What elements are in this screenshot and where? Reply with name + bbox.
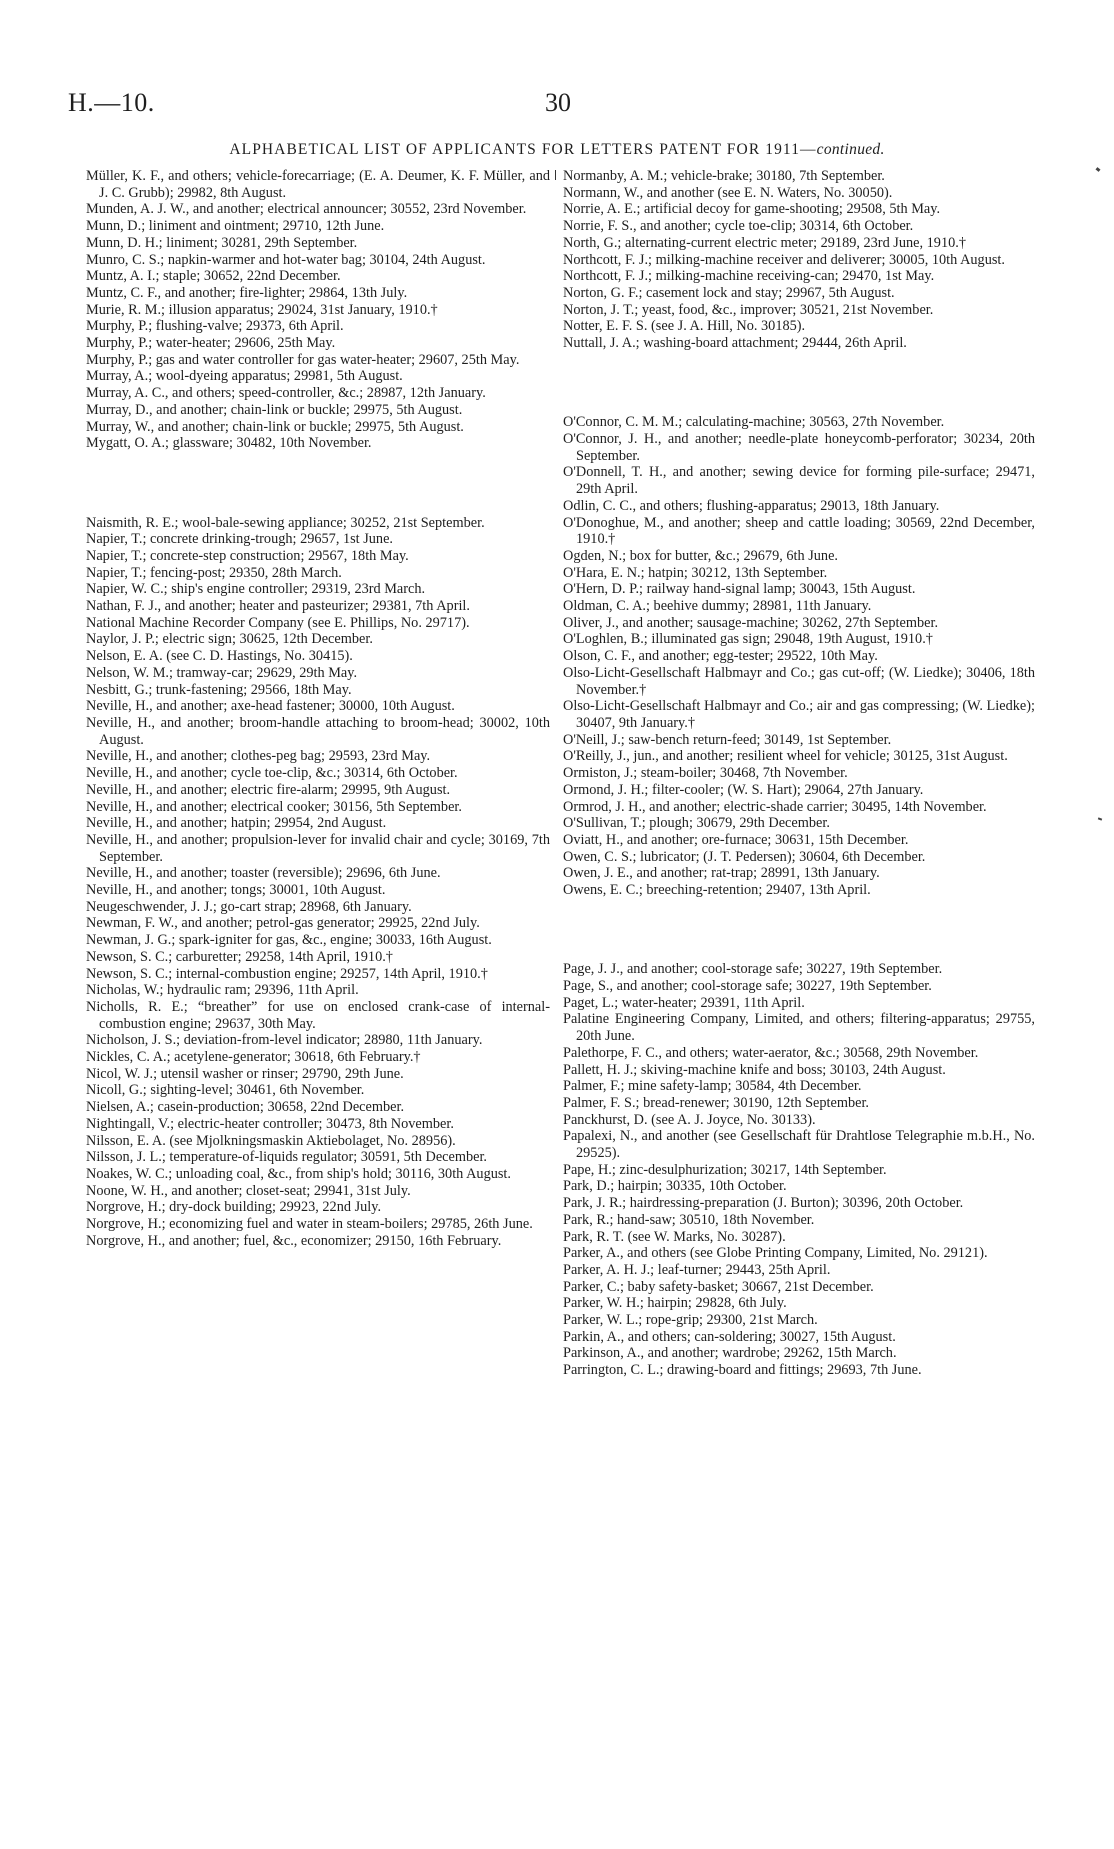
patent-entry: O'Hara, E. N.; hatpin; 30212, 13th September. (563, 564, 828, 581)
right-column (563, 168, 1035, 1379)
patent-entry: Normann, W., and another (see E. N. Waters, No. 30050). (563, 184, 893, 201)
patent-entry: O'Connor, C. M. M.; calculating-machine; 30563, 27th November. (563, 414, 945, 431)
patent-entry: Nielsen, A.; casein-production; 30658, 22nd December. (86, 1099, 405, 1116)
patent-entry: Nicol, W. J.; utensil washer or rinser; 29790, 29th June. (86, 1065, 404, 1082)
patent-entry: Neville, H., and another; clothes-peg bag; 29593, 23rd May. (86, 748, 431, 765)
patent-entry: O'Hern, D. P.; railway hand-signal lamp; 30043, 15th August. (563, 581, 916, 598)
patent-entry: Nightingall, V.; electric-heater controller; 30473, 8th November. (86, 1115, 454, 1132)
patent-entry: Munn, D.; liniment and ointment; 29710, 12th June. (86, 218, 385, 235)
patent-entry: Palmer, F. S.; bread-renewer; 30190, 12th September. (563, 1094, 869, 1111)
section-gap (563, 366, 1035, 400)
patent-entry: Nilsson, J. L.; temperature-of-liquids regulator; 30591, 5th December. (86, 1149, 488, 1166)
patent-entry: Nesbitt, G.; trunk-fastening; 29566, 18th May. (86, 681, 352, 698)
list-title-continued: continued. (816, 141, 885, 158)
patent-entry: Nelson, E. A. (see C. D. Hastings, No. 30415). (86, 648, 353, 665)
patent-entry: Olson, C. F., and another; egg-tester; 29522, 10th May. (563, 648, 878, 665)
patent-entry: Naylor, J. P.; electric sign; 30625, 12th December. (86, 631, 373, 648)
patent-entry: Nickles, C. A.; acetylene-generator; 30618, 6th February.† (86, 1049, 421, 1066)
patent-entry: Nuttall, J. A.; washing-board attachment; 29444, 26th April. (563, 335, 907, 352)
margin-mark (1096, 167, 1101, 172)
patent-entry: Page, S., and another; cool-storage safe; 30227, 19th September. (563, 978, 932, 995)
patent-entry: Parkin, A., and others; can-soldering; 30027, 15th August. (563, 1328, 896, 1345)
patent-entry: Parker, C.; baby safety-basket; 30667, 21st December. (563, 1278, 874, 1295)
patent-entry: Napier, W. C.; ship's engine controller; 29319, 23rd March. (86, 581, 426, 598)
patent-entry: Northcott, F. J.; milking-machine receiving-can; 29470, 1st May. (563, 268, 935, 285)
patent-entry: National Machine Recorder Company (see E. Phillips, No. 29717). (86, 614, 470, 631)
patent-entry: Neville, H., and another; cycle toe-clip, &c.; 30314, 6th October. (86, 765, 458, 782)
patent-entry: Parkinson, A., and another; wardrobe; 29262, 15th March. (563, 1345, 897, 1362)
patent-entry: Noakes, W. C.; unloading coal, &c., from ship's hold; 30116, 30th August. (86, 1165, 511, 1182)
patent-entry: Odlin, C. C., and others; flushing-apparatus; 29013, 18th January. (563, 497, 940, 514)
patent-entry: O'Reilly, J., jun., and another; resilient wheel for vehicle; 30125, 31st August. (563, 748, 1008, 765)
patent-entry: Pape, H.; zinc-desulphurization; 30217, 14th September. (563, 1161, 887, 1178)
patent-entry: O'Donnell, T. H., and another; sewing device for forming pile-surface; 29471, 29th April. (563, 464, 1035, 498)
patent-entry: O'Loghlen, B.; illuminated gas sign; 29048, 19th August, 1910.† (563, 631, 933, 648)
patent-entry: Papalexi, N., and another (see Gesellschaft für Drahtlose Telegraphie m.b.H., No. 29525). (563, 1128, 1035, 1162)
patent-entry: Parker, A., and others (see Globe Printing Company, Limited, No. 29121). (563, 1245, 988, 1262)
list-title-text: ALPHABETICAL LIST OF APPLICANTS FOR LETTERS PATENT FOR 1911— (229, 141, 817, 158)
patent-entry: Northcott, F. J.; milking-machine receiver and deliverer; 30005, 10th August. (563, 251, 1005, 268)
patent-entry: Nicholson, J. S.; deviation-from-level indicator; 28980, 11th January. (86, 1032, 483, 1049)
patent-entry: Notter, E. F. S. (see J. A. Hill, No. 30185). (563, 318, 806, 335)
patent-entry: Parker, A. H. J.; leaf-turner; 29443, 25th April. (563, 1261, 831, 1278)
patent-entry: Murphy, P.; gas and water controller for gas water-heater; 29607, 25th May. (86, 351, 520, 368)
patent-entry: Olso-Licht-Gesellschaft Halbmayr and Co.; air and gas compressing; (W. Liedke); 30407, 9th January.† (563, 698, 1035, 731)
patent-entry: Newman, J. G.; spark-igniter for gas, &c., engine; 30033, 16th August. (86, 932, 492, 949)
patent-entry: Oliver, J., and another; sausage-machine; 30262, 27th September. (563, 614, 939, 631)
patent-entry: North, G.; alternating-current electric meter; 29189, 23rd June, 1910.† (563, 234, 966, 251)
patent-entry: Parker, W. L.; rope-grip; 29300, 21st March. (563, 1312, 818, 1329)
patent-entry: Owen, J. E., and another; rat-trap; 28991, 13th January. (563, 865, 880, 882)
patent-entry: Mygatt, O. A.; glassware; 30482, 10th November. (86, 435, 372, 452)
patent-entry: Ormiston, J.; steam-boiler; 30468, 7th November. (563, 765, 848, 782)
patent-entry: Noone, W. H., and another; closet-seat; 29941, 31st July. (86, 1182, 411, 1199)
patent-entry: Munden, A. J. W., and another; electrical announcer; 30552, 23rd November. (86, 201, 527, 218)
patent-entry: Murphy, P.; water-heater; 29606, 25th May. (86, 335, 336, 352)
patent-entry: Norgrove, H.; dry-dock building; 29923, 22nd July. (86, 1199, 382, 1216)
patent-entry: Munro, C. S.; napkin-warmer and hot-water bag; 30104, 24th August. (86, 251, 486, 268)
patent-entry: Norgrove, H.; economizing fuel and water in steam-boilers; 29785, 26th June. (86, 1216, 533, 1233)
patent-entry: Neville, H., and another; electric fire-alarm; 29995, 9th August. (86, 781, 451, 798)
patent-entry: Parker, W. H.; hairpin; 29828, 6th July. (563, 1295, 787, 1312)
patent-entry: Panckhurst, D. (see A. J. Joyce, No. 30133). (563, 1111, 816, 1128)
patent-entry: Norton, J. T.; yeast, food, &c., improver; 30521, 21st November. (563, 301, 934, 318)
section-gap (563, 913, 1035, 947)
patent-entry: Murray, D., and another; chain-link or buckle; 29975, 5th August. (86, 401, 463, 418)
patent-entry: Park, D.; hairpin; 30335, 10th October. (563, 1178, 787, 1195)
patent-entry: Napier, T.; concrete drinking-trough; 29657, 1st June. (86, 531, 394, 548)
patent-entry: Naismith, R. E.; wool-bale-sewing appliance; 30252, 21st September. (86, 514, 485, 531)
patent-entry: Murray, W., and another; chain-link or buckle; 29975, 5th August. (86, 418, 464, 435)
patent-entry: Owen, C. S.; lubricator; (J. T. Pedersen); 30604, 6th December. (563, 848, 926, 865)
patent-entry: Owens, E. C.; breeching-retention; 29407, 13th April. (563, 882, 871, 899)
patent-entry: Munn, D. H.; liniment; 30281, 29th September. (86, 234, 358, 251)
patent-entry: Palatine Engineering Company, Limited, and others; filtering-apparatus; 29755, 20th June. (563, 1011, 1035, 1045)
patent-entry: Ormond, J. H.; filter-cooler; (W. S. Hart); 29064, 27th January. (563, 781, 924, 798)
patent-entry: Neville, H., and another; broom-handle attaching to broom-head; 30002, 10th August. (86, 714, 550, 748)
patent-entry: Parrington, C. L.; drawing-board and fittings; 29693, 7th June. (563, 1362, 922, 1379)
patent-entry: Nilsson, E. A. (see Mjolkningsmaskin Aktiebolaget, No. 28956). (86, 1132, 456, 1149)
patent-entry: Ogden, N.; box for butter, &c.; 29679, 6th June. (563, 547, 838, 564)
patent-entry: Nelson, W. M.; tramway-car; 29629, 29th May. (86, 664, 358, 681)
patent-entry: Palmer, F.; mine safety-lamp; 30584, 4th December. (563, 1078, 862, 1095)
patent-entry: Paget, L.; water-heater; 29391, 11th April. (563, 994, 805, 1011)
page-number: 30 (545, 88, 571, 117)
patent-entry: Park, R. T. (see W. Marks, No. 30287). (563, 1228, 786, 1245)
patent-entry: Napier, T.; fencing-post; 29350, 28th March. (86, 564, 342, 581)
patent-entry: Palethorpe, F. C., and others; water-aerator, &c.; 30568, 29th November. (563, 1044, 979, 1061)
patent-entry: Muntz, C. F., and another; fire-lighter; 29864, 13th July. (86, 284, 408, 301)
patent-entry: O'Connor, J. H., and another; needle-plate honeycomb-perforator; 30234, 20th September. (563, 431, 1035, 464)
left-column (86, 168, 550, 1249)
margin-mark (1098, 817, 1102, 820)
patent-entry: Neville, H., and another; hatpin; 29954, 2nd August. (86, 815, 387, 832)
patent-entry: Nicholls, R. E.; “breather” for use on enclosed crank-case of internal-combustion engine; 29637, 30th May. (86, 998, 550, 1032)
patent-entry: Norgrove, H., and another; fuel, &c., economizer; 29150, 16th February. (86, 1232, 502, 1249)
running-head (0, 88, 1114, 118)
patent-entry: Page, J. J., and another; cool-storage safe; 30227, 19th September. (563, 961, 943, 978)
patent-entry: Oviatt, H., and another; ore-furnace; 30631, 15th December. (563, 831, 909, 848)
patent-entry: Müller, K. F., and others; vehicle-forecarriage; (E. A. Deumer, K. F. Müller, and J. C. Grubb); 29982, 8th August. (86, 168, 550, 201)
section-gap (86, 466, 550, 500)
patent-entry: Neville, H., and another; axe-head fastener; 30000, 10th August. (86, 698, 455, 715)
patent-entry: Neville, H., and another; toaster (reversible); 29696, 6th June. (86, 865, 441, 882)
patent-entry: Nicholas, W.; hydraulic ram; 29396, 11th April. (86, 982, 359, 999)
patent-entry: Murphy, P.; flushing-valve; 29373, 6th April. (86, 318, 344, 335)
patent-entry: Park, R.; hand-saw; 30510, 18th November. (563, 1211, 815, 1228)
patent-entry: O'Sullivan, T.; plough; 30679, 29th December. (563, 815, 830, 832)
patent-entry: Newson, S. C.; internal-combustion engine; 29257, 14th April, 1910.† (86, 965, 488, 982)
patent-entry: Normanby, A. M.; vehicle-brake; 30180, 7th September. (563, 168, 885, 184)
patent-entry: Newson, S. C.; carburetter; 29258, 14th April, 1910.† (86, 948, 393, 965)
patent-entry: O'Neill, J.; saw-bench return-feed; 30149, 1st September. (563, 731, 892, 748)
patent-entry: Norton, G. F.; casement lock and stay; 29967, 5th August. (563, 284, 895, 301)
patent-entry: Muntz, A. I.; staple; 30652, 22nd December. (86, 268, 341, 285)
patent-entry: Neville, H., and another; electrical cooker; 30156, 5th September. (86, 798, 462, 815)
patent-entry: Murie, R. M.; illusion apparatus; 29024, 31st January, 1910.† (86, 301, 438, 318)
patent-entry: Pallett, H. J.; skiving-machine knife and boss; 30103, 24th August. (563, 1061, 946, 1078)
patent-entry: Neville, H., and another; propulsion-lever for invalid chair and cycle; 30169, 7th September. (86, 831, 550, 865)
patent-entry: Newman, F. W., and another; petrol-gas generator; 29925, 22nd July. (86, 915, 480, 932)
patent-entry: Murray, A. C., and others; speed-controller, &c.; 28987, 12th January. (86, 385, 486, 402)
patent-entry: Neville, H., and another; tongs; 30001, 10th August. (86, 882, 386, 899)
patent-entry: Murray, A.; wool-dyeing apparatus; 29981, 5th August. (86, 368, 403, 385)
patent-entry: Neugeschwender, J. J.; go-cart strap; 28968, 6th January. (86, 898, 412, 915)
patent-entry: Norrie, A. E.; artificial decoy for game-shooting; 29508, 5th May. (563, 201, 941, 218)
patent-entry: Oldman, C. A.; beehive dummy; 28981, 11th January. (563, 598, 872, 615)
list-title (0, 141, 1114, 159)
patent-entry: O'Donoghue, M., and another; sheep and cattle loading; 30569, 22nd December, 1910.† (563, 514, 1035, 548)
patent-entry: Norrie, F. S., and another; cycle toe-clip; 30314, 6th October. (563, 218, 914, 235)
patent-entry: Olso-Licht-Gesellschaft Halbmayr and Co.; gas cut-off; (W. Liedke); 30406, 18th November.† (563, 664, 1035, 698)
patent-entry: Park, J. R.; hairdressing-preparation (J. Burton); 30396, 20th October. (563, 1195, 964, 1212)
document-reference: H.—10. (68, 88, 155, 117)
patent-entry: Nathan, F. J., and another; heater and pasteurizer; 29381, 7th April. (86, 598, 470, 615)
patent-entry: Ormrod, J. H., and another; electric-shade carrier; 30495, 14th November. (563, 798, 987, 815)
patent-entry: Nicoll, G.; sighting-level; 30461, 6th November. (86, 1082, 365, 1099)
column-divider-mark (555, 170, 556, 180)
patent-entry: Napier, T.; concrete-step construction; 29567, 18th May. (86, 547, 409, 564)
